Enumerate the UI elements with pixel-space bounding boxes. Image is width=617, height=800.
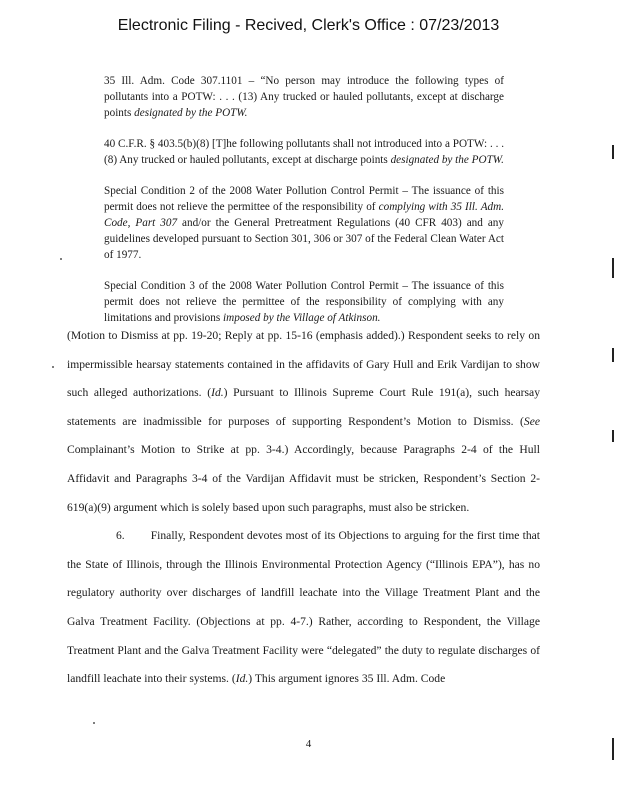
filing-header: Electronic Filing - Recived, Clerk's Office : 07/23/2013 — [117, 17, 500, 34]
scan-speck — [60, 258, 62, 260]
body-text — [67, 322, 540, 694]
page-number: 4 — [305, 738, 312, 750]
quoted-regulations-block — [104, 73, 504, 341]
scan-edge-mark — [612, 430, 614, 442]
paragraph-number: 6. — [116, 529, 125, 543]
scan-speck — [93, 722, 95, 724]
scan-edge-mark — [612, 348, 614, 362]
quote-paragraph: Special Condition 2 of the 2008 Water Pollution Control Permit – The issuance of this permit does not relieve the permittee of the responsibility of complying with 35 Ill. Adm. Code, Part 307 and/or the General Pretreatment Regulations (40 CFR 403) and any guidelines developed pursuant to Section 301, 306 or 307 of the Federal Clean Water Act of 1977. — [104, 185, 504, 261]
quote-paragraph: 40 C.F.R. § 403.5(b)(8) [T]he following pollutants shall not introduced into a POTW: . . . (8) Any trucked or hauled pollutants, except at discharge points designated by the POTW. — [104, 138, 504, 166]
quote-paragraph: Special Condition 3 of the 2008 Water Pollution Control Permit – The issuance of this permit does not relieve the permittee of the responsibility of complying with any limitations and provisions imposed by the Village of Atkinson. — [104, 280, 504, 324]
quote-paragraph: 35 Ill. Adm. Code 307.1101 – “No person may introduce the following types of pollutants into a POTW: . . . (13) Any trucked or hauled pollutants, except at discharge points designated by the POTW. — [104, 75, 504, 119]
scan-edge-mark — [612, 738, 614, 760]
body-paragraph: (Motion to Dismiss at pp. 19-20; Reply at pp. 15-16 (emphasis added).) Respondent seeks to rely on impermissible hearsay statements contained in the affidavits of Gary Hull and Erik Vardijan to show such alleged authorizations. (Id.) Pursuant to Illinois Supreme Court Rule 191(a), such hearsay statements are inadmissible for purposes of supporting Respondent’s Motion to Dismiss. (See Complainant’s Motion to Strike at pp. 3-4.) Accordingly, because Paragraphs 2-4 of the Hull Affidavit and Paragraphs 3-4 of the Vardijan Affidavit must be stricken, Respondent’s Section 2-619(a)(9) argument which is solely based upon such paragraphs, must also be stricken. — [67, 329, 540, 514]
scan-edge-mark — [612, 258, 614, 278]
body-paragraph-6: 6. Finally, Respondent devotes most of its Objections to arguing for the first time that the State of Illinois, through the Illinois Environmental Protection Agency (“Illinois EPA”), has no regulatory authority over discharges of landfill leachate into the Village Treatment Plant and the Galva Treatment Facility. (Objections at pp. 4-7.) Rather, according to Respondent, the Village Treatment Plant and the Galva Treatment Facility were “delegated” the duty to regulate discharges of landfill leachate into their systems. (Id.) This argument ignores 35 Ill. Adm. Code — [67, 529, 540, 686]
scan-speck — [52, 366, 54, 368]
scan-edge-mark — [612, 145, 614, 159]
